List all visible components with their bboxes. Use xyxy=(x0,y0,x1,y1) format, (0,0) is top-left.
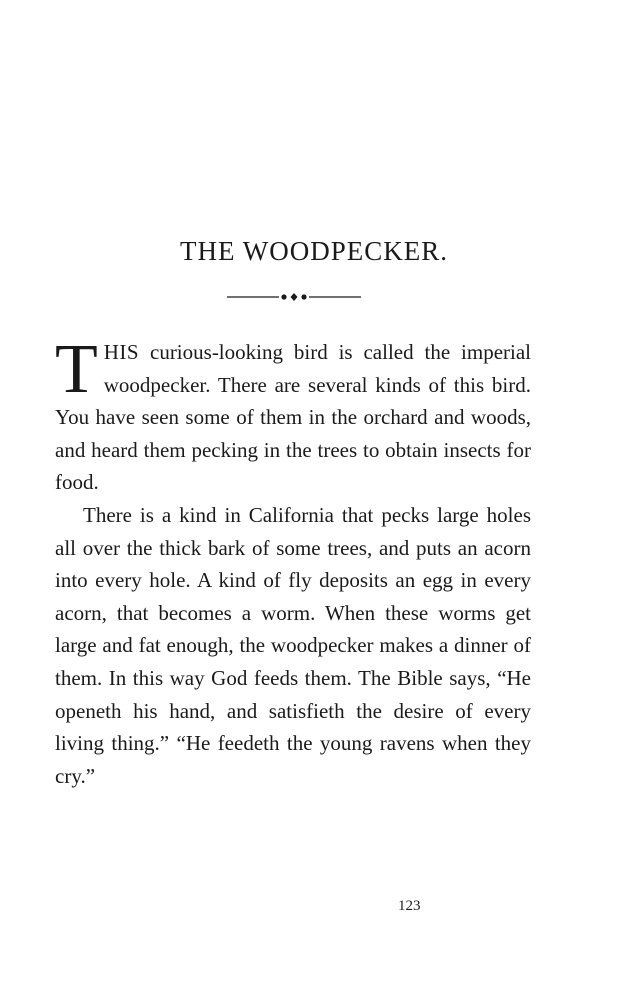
paragraph-2 xyxy=(55,499,531,792)
paragraph-1-text: curious-looking bird is called the imperial woodpecker. There are several kinds of this bird. You have seen some of them in the orchard and woods, and heard them pecking in the trees to obtain insects for food. xyxy=(55,340,531,495)
paragraph-1 xyxy=(55,331,531,499)
body-text xyxy=(55,331,531,792)
page-number: 123 xyxy=(398,898,421,914)
title-ornament xyxy=(227,290,361,304)
first-word: HIS xyxy=(103,340,140,364)
drop-cap: T xyxy=(55,331,98,408)
paragraph-2-text: There is a kind in California that pecks large holes all over the thick bark of some trees, and puts an acorn into every hole. A kind of fly deposits an egg in every acorn, that becomes a worm. When these worms get large and fat enough, the woodpecker makes a dinner of them. In this way God feeds them. The Bible says, “He openeth his hand, and satisfieth the desire of every living thing.” “He feedeth the young ravens when they cry.” xyxy=(55,502,531,788)
ornament-divider-icon xyxy=(227,290,361,304)
chapter-title: THE WOODPECKER. xyxy=(180,236,448,266)
